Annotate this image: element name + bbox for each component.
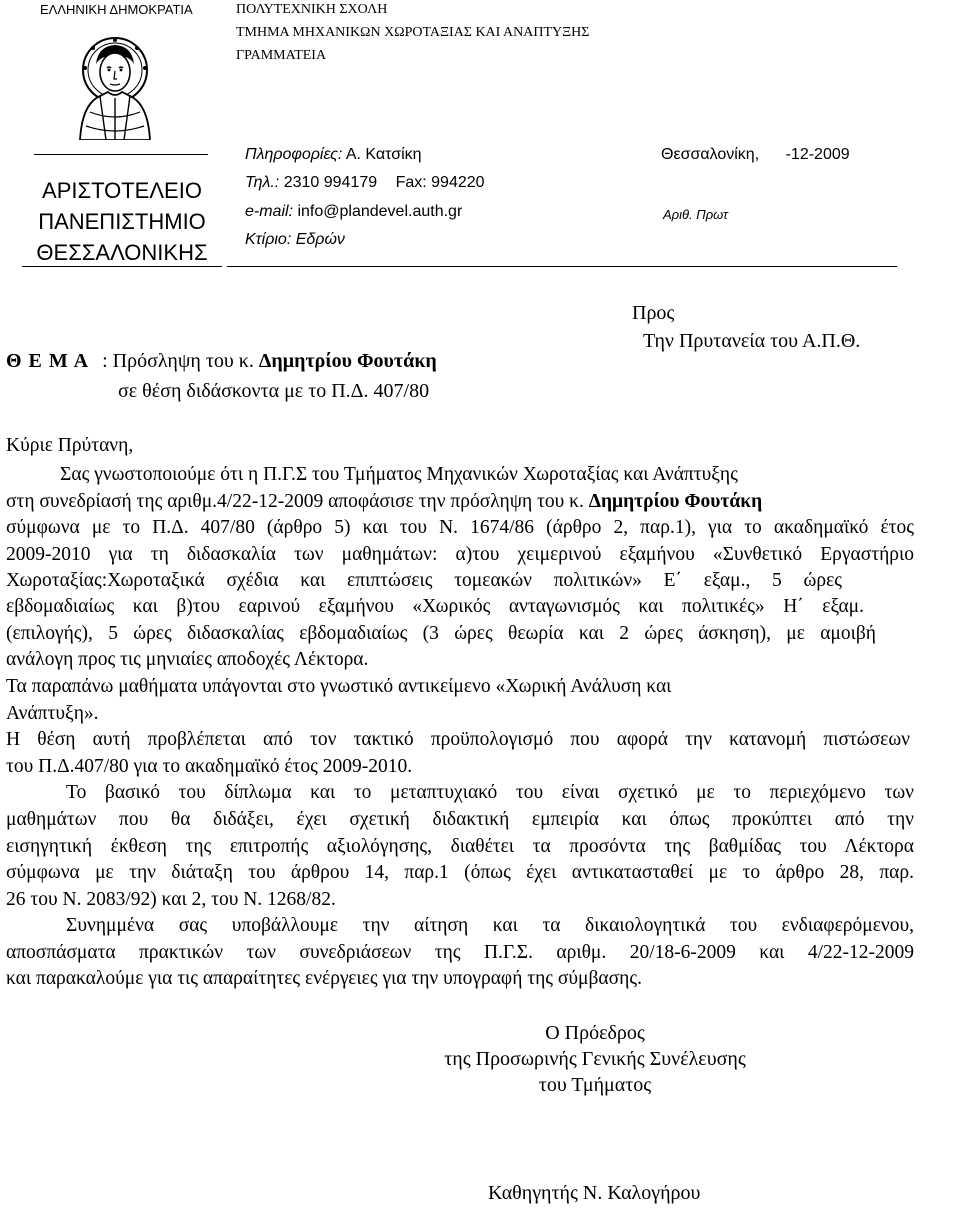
- email-label: e-mail:: [245, 203, 294, 220]
- subject-line2: σε θέση διδάσκοντα με το Π.Δ. 407/80: [118, 380, 430, 402]
- date-value: -12-2009: [785, 146, 850, 163]
- body-line-6: εβδομαδιαίως και β)του εαρινού εξαμήνου «Χωρικός ανταγωνισμός και πολιτικές» Η΄ εξαμ.: [6, 596, 864, 617]
- city-label: Θεσσαλονίκη,: [661, 146, 760, 163]
- body-line-3: σύμφωνα με το Π.Δ. 407/80 (άρθρο 5) και του Ν. 1674/86 (άρθρο 2, παρ.1), για το ακαδημαϊκό έτος: [6, 517, 914, 538]
- tel-value: 2310 994179: [283, 174, 378, 191]
- office-label: ΓΡΑΜΜΑΤΕΙΑ: [236, 48, 327, 63]
- body-line-2: [6, 489, 914, 515]
- body-line-11: Η θέση αυτή προβλέπεται από τον τακτικό προϋπολογισμό που αφορά την κατανομή πιστώσεων: [6, 729, 910, 750]
- signatory-name: Καθηγητής Ν. Καλογήρου: [488, 1182, 701, 1204]
- info-value: Α. Κατσίκη: [345, 146, 422, 163]
- protocol-number: Αριθ. Πρωτ: [663, 207, 728, 222]
- university-seal-icon: [70, 32, 160, 140]
- recipient-to: Προς: [632, 302, 675, 324]
- building-value: Εδρών: [295, 231, 345, 248]
- subject-line1: [6, 350, 437, 373]
- subject-prefix: : Πρόσληψη του κ.: [102, 350, 254, 372]
- body-line-2-text: στη συνεδρίασή της αριθμ.4/22-12-2009 αποφάσισε την πρόσληψη του κ.: [6, 491, 584, 512]
- university-name-line1: ΑΡΙΣΤΟΤΕΛΕΙΟ: [42, 178, 202, 203]
- body-line-17: 26 του Ν. 2083/92) και 2, του Ν. 1268/82.: [6, 889, 336, 910]
- building-label: Κτίριο:: [245, 231, 292, 248]
- school-label: ΠΟΛΥΤΕΧΝΙΚΗ ΣΧΟΛΗ: [236, 2, 388, 17]
- subject-label: Θ Ε Μ Α: [6, 350, 90, 372]
- body-line-5: Χωροταξίας:Χωροταξικά σχέδια και επιπτώσεις τομεακών πολιτικών» Ε΄ εξαμ., 5 ώρες: [6, 570, 842, 591]
- signature-block: [400, 1020, 790, 1098]
- body-line-20: και παρακαλούμε για τις απαραίτητες ενέργειες για την υπογραφή της σύμβασης.: [6, 968, 642, 989]
- city-date: [661, 146, 850, 164]
- body-line-7: (επιλογής), 5 ώρες διδασκαλίας εβδομαδιαίως (3 ώρες θεωρία και 2 ώρες άσκηση), με αμοιβή: [6, 623, 876, 644]
- body-line-19: αποσπάσματα πρακτικών των συνεδριάσεων της Π.Γ.Σ. αριθμ. 20/18-6-2009 και 4/22-12-2009: [6, 942, 914, 963]
- fax-value: Fax: 994220: [395, 174, 485, 191]
- body-line-9: Τα παραπάνω μαθήματα υπάγονται στο γνωστικό αντικείμενο «Χωρική Ανάλυση και: [6, 676, 672, 697]
- salutation: Κύριε Πρύτανη,: [6, 435, 134, 456]
- signature-title-2: της Προσωρινής Γενικής Συνέλευσης: [444, 1048, 746, 1070]
- email-value: info@plandevel.auth.gr: [297, 203, 463, 220]
- info-label: Πληροφορίες:: [245, 146, 343, 163]
- body-line-1: Σας γνωστοποιούμε ότι η Π.Γ.Σ του Τμήματος Μηχανικών Χωροταξίας και Ανάπτυξης: [60, 464, 738, 485]
- contact-tel: [245, 174, 485, 192]
- body-line-2-name: Δημητρίου Φουτάκη: [588, 491, 763, 512]
- signature-title-3: του Τμήματος: [538, 1074, 652, 1096]
- body-line-14: μαθημάτων που θα διδάξει, έχει σχετική διδακτική εμπειρία και όπως προκύπτει από την: [6, 809, 914, 830]
- recipient-name: Την Πρυτανεία του Α.Π.Θ.: [643, 330, 861, 352]
- contact-building: [245, 231, 345, 249]
- body-line-8: ανάλογη προς τις μηνιαίες αποδοχές Λέκτορα.: [6, 649, 369, 670]
- university-name-line2: ΠΑΝΕΠΙΣΤΗΜΙΟ: [38, 209, 206, 234]
- body-line-10: Ανάπτυξη».: [6, 703, 99, 724]
- contact-info: [245, 146, 422, 164]
- university-name-line3: ΘΕΣΣΑΛΟΝΙΚΗΣ: [36, 240, 208, 265]
- body-line-12: του Π.Δ.407/80 για το ακαδημαϊκό έτος 2009-2010.: [6, 756, 413, 777]
- contact-email: [245, 203, 462, 221]
- republic-label: ΕΛΛΗΝΙΚΗ ΔΗΜΟΚΡΑΤΙΑ: [40, 2, 193, 17]
- body-line-16: σύμφωνα με την διάταξη του άρθρου 14, παρ.1 (όπως έχει αντικατασταθεί με το άρθρο 28, παρ.: [6, 862, 914, 883]
- department-label: ΤΜΗΜΑ ΜΗΧΑΝΙΚΩΝ ΧΩΡΟΤΑΞΙΑΣ ΚΑΙ ΑΝΑΠΤΥΞΗΣ: [236, 25, 590, 40]
- tel-label: Τηλ.:: [245, 174, 280, 191]
- body-line-18: Συνημμένα σας υποβάλλουμε την αίτηση και τα δικαιολογητικά του ενδιαφερόμενου,: [66, 915, 914, 936]
- body-line-13: Το βασικό του δίπλωμα και το μεταπτυχιακό του είναι σχετικό με το περιεχόμενο των: [66, 782, 914, 803]
- body-line-4: 2009-2010 για τη διδασκαλία των μαθημάτων: α)του χειμερινού εξαμήνου «Συνθετικό Εργαστήριο: [6, 544, 914, 565]
- body-line-15: εισηγητική έκθεση της επιτροπής αξιολόγησης, διαθέτει τα προσόντα της βαθμίδας του Λέκτορα: [6, 836, 914, 857]
- subject-name: Δημητρίου Φουτάκη: [258, 350, 437, 372]
- signature-title-1: Ο Πρόεδρος: [545, 1022, 645, 1044]
